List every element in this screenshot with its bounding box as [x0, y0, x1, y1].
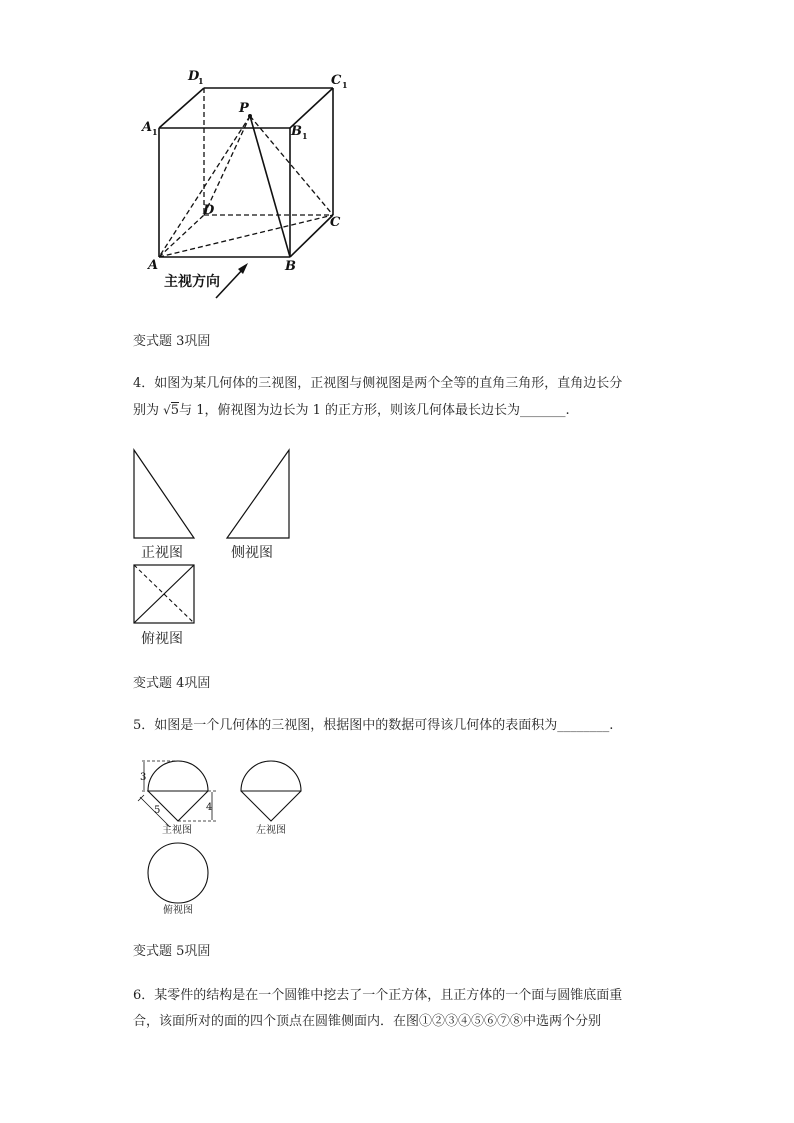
section-heading-4: 变式题 4巩固 [133, 676, 211, 691]
label-c1: C [331, 73, 342, 88]
label-b1: B [291, 124, 302, 139]
cube-pyramid-figure [130, 60, 370, 310]
answer-blank: ________ [557, 718, 610, 733]
dim-5: 5 [154, 805, 161, 816]
label-a: A [148, 258, 159, 273]
main-view-label: 主视图 [162, 825, 192, 836]
answer-blank: _______ [520, 403, 566, 418]
label-c: C [330, 215, 341, 230]
dim-4: 4 [206, 802, 213, 813]
label-d1: D [188, 69, 200, 84]
left-view-label: 左视图 [256, 825, 286, 836]
section-heading-5: 变式题 5巩固 [133, 944, 211, 959]
question-6: 6．某零件的结构是在一个圆锥中挖去了一个正方体，且正方体的一个面与圆锥底面重 合，该面所对的面的四个顶点在圆锥侧面内．在图①②③④⑤⑥⑦⑧中选两个分别 [133, 988, 623, 1029]
front-view-label: 正视图 [141, 545, 183, 561]
svg-text:1: 1 [198, 76, 204, 86]
section-heading-3: 变式题 3巩固 [133, 334, 211, 349]
view-direction-label: 主视方向 [164, 274, 220, 290]
question-5: 5．如图是一个几何体的三视图，根据图中的数据可得该几何体的表面积为________. [133, 718, 614, 733]
question-4: 4．如图为某几何体的三视图，正视图与侧视图是两个全等的直角三角形，直角边长分 别为 √5与 1，俯视图为边长为 1 的正方形，则该几何体最长边长为_______. [133, 374, 622, 421]
side-view-label: 侧视图 [231, 545, 273, 561]
q5-top-view-label: 俯视图 [163, 905, 193, 916]
q5-three-views [130, 755, 320, 920]
dim-3: 3 [140, 772, 147, 783]
label-d: D [203, 203, 215, 218]
label-a1: A [142, 120, 153, 135]
svg-text:1: 1 [152, 127, 158, 137]
sqrt-expression: √5 [163, 403, 180, 418]
label-p: P [239, 101, 249, 116]
top-view-label: 俯视图 [141, 631, 183, 647]
label-b: B [285, 259, 296, 274]
svg-text:1: 1 [342, 80, 348, 90]
svg-text:1: 1 [302, 131, 308, 141]
q4-three-views [125, 445, 305, 655]
